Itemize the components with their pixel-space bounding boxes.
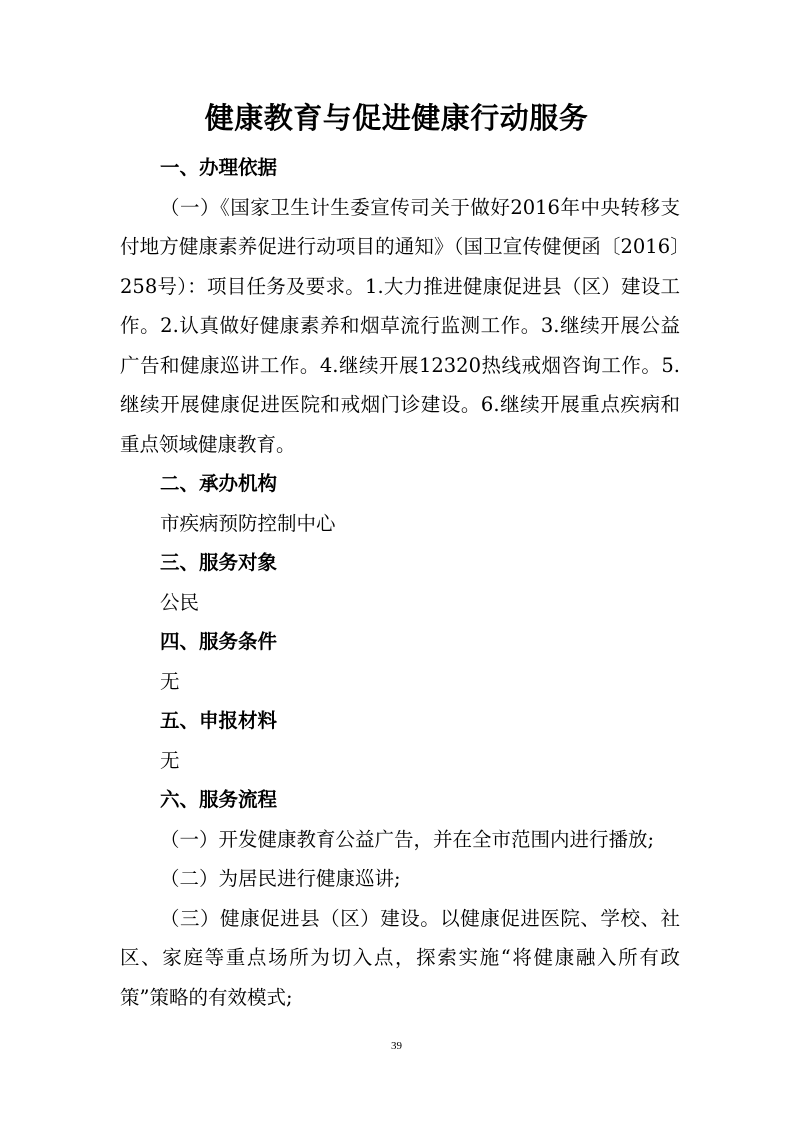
section-heading-target: 三、服务对象	[160, 551, 278, 574]
document-title: 健康教育与促进健康行动服务	[204, 101, 589, 135]
section-heading-process: 六、服务流程	[160, 788, 278, 811]
process-item-1: （一）开发健康教育公益广告，并在全市范围内进行播放;	[160, 827, 655, 851]
section-text-materials: 无	[160, 748, 180, 772]
section-heading-conditions: 四、服务条件	[160, 630, 278, 653]
document-body	[120, 148, 680, 1017]
section-text-conditions: 无	[160, 669, 180, 693]
section-text-basis: （一）《国家卫生计生委宣传司关于做好2016年中央转移支付地方健康素养促进行动项目的通知》（国卫宣传健便函〔2016〕258号）：项目任务及要求。1.大力推进健康促进县（区）建设工作。2.认真做好健康素养和烟草流行监测工作。3.继续开展公益广告和健康巡讲工作。4.继续开展12320热线戒烟咨询工作。5.继续开展健康促进医院和戒烟门诊建设。6.继续开展重点疾病和重点领域健康教育。	[120, 195, 680, 456]
section-text-target: 公民	[160, 590, 200, 614]
section-heading-agency: 二、承办机构	[160, 472, 278, 495]
process-item-2: （二）为居民进行健康巡讲;	[160, 867, 401, 890]
section-heading-materials: 五、申报材料	[160, 709, 278, 732]
section-text-agency: 市疾病预防控制中心	[160, 511, 336, 535]
process-item-3: （三）健康促进县（区）建设。以健康促进医院、学校、社区、家庭等重点场所为切入点，探索实施“将健康融入所有政策”策略的有效模式;	[120, 906, 680, 1009]
section-heading-basis: 一、办理依据	[160, 156, 278, 179]
page-number: 39	[391, 1040, 402, 1052]
